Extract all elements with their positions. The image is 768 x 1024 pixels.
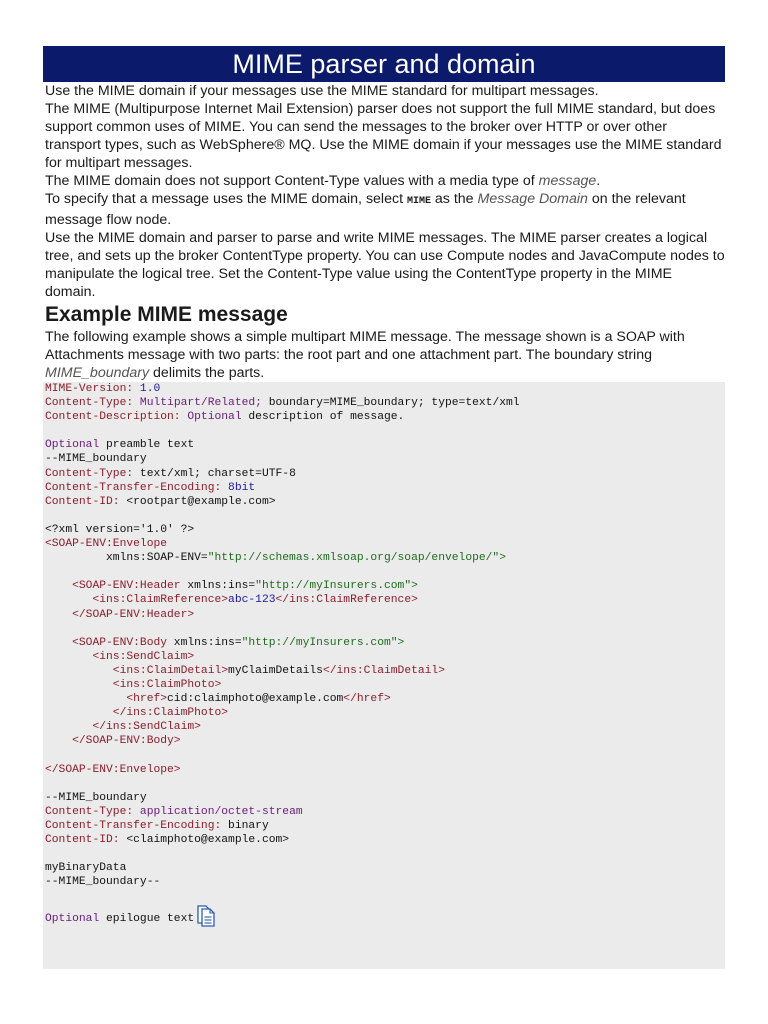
code-token: </href>	[343, 693, 391, 706]
code-token: xmlns:ins=	[167, 636, 242, 649]
code-token: Content-Transfer-Encoding:	[45, 819, 222, 832]
page-title: MIME parser and domain	[43, 46, 725, 82]
code-token: application/octet-stream	[133, 805, 303, 818]
code-token: </ins:ClaimReference>	[275, 594, 418, 607]
code-listing	[45, 382, 725, 933]
code-token: </SOAP-ENV:Body>	[45, 735, 181, 748]
code-token: <SOAP-ENV:Body	[45, 636, 168, 649]
text: as the	[430, 191, 478, 207]
emphasis-message: message	[538, 173, 597, 189]
document	[43, 46, 725, 969]
emphasis-message-domain: Message Domain	[477, 191, 588, 207]
code-token: "http://schemas.xmlsoap.org/soap/envelope/">	[207, 552, 506, 565]
code-token: cid:claimphoto@example.com	[167, 693, 344, 706]
code-token: Content-Type:	[45, 397, 134, 410]
text: The following example shows a simple multipart MIME message. The message shown is a SOAP with Attachments message with two parts: the root part and one attachment part. The boundary string	[45, 329, 685, 363]
code-token: --MIME_boundary	[45, 453, 147, 466]
paragraph-content-type	[43, 172, 725, 190]
code-token: MIME-Version:	[45, 383, 134, 395]
code-token: Multipart/Related;	[133, 397, 262, 410]
code-token: </ins:ClaimPhoto>	[45, 707, 229, 720]
text: delimits the parts.	[149, 365, 265, 381]
text: To specify that a message uses the MIME domain, select	[45, 191, 407, 207]
code-token: <ins:ClaimPhoto>	[45, 678, 222, 691]
code-token: <ins:SendClaim>	[45, 650, 195, 663]
code-token: Content-Type:	[45, 805, 134, 818]
code-token: xmlns:SOAP-ENV=	[45, 552, 208, 565]
document-copy-icon[interactable]	[196, 903, 216, 932]
code-token: <href>	[45, 693, 168, 706]
section-heading: Example MIME message	[45, 303, 288, 326]
code-token: <SOAP-ENV:Header	[45, 580, 181, 593]
code-token: </ins:ClaimDetail>	[322, 664, 445, 677]
code-token: </SOAP-ENV:Envelope>	[45, 763, 181, 776]
code-token: <ins:ClaimReference>	[45, 594, 229, 607]
code-token: epilogue text	[99, 913, 195, 926]
text: .	[596, 173, 601, 189]
code-token: Optional	[45, 913, 100, 926]
code-mime: MIME	[406, 196, 431, 207]
code-token: --MIME_boundary	[45, 791, 147, 804]
code-token: Content-Transfer-Encoding:	[45, 481, 222, 494]
code-token: <claimphoto@example.com>	[119, 834, 290, 846]
code-token: binary	[221, 819, 269, 832]
text: on the relevant message flow node.	[45, 191, 686, 228]
code-token: abc-123	[228, 594, 276, 607]
paragraph-intro: Use the MIME domain if your messages use the MIME standard for multipart messages.	[45, 83, 599, 99]
code-token: Content-ID:	[45, 495, 120, 508]
paragraph-example-intro	[43, 328, 725, 382]
code-token: Content-ID:	[45, 834, 120, 846]
code-token: Optional	[45, 439, 100, 452]
code-token: </ins:SendClaim>	[45, 721, 201, 734]
paragraph-parse-write: Use the MIME domain and parser to parse and write MIME messages. The MIME parser creates a logical tree, and sets up the broker ContentType property. You can use Compute nodes and JavaCompute nodes to manipulate the logical tree. Set the Content-Type value using the ContentType property in the MIME domain.	[45, 230, 725, 300]
code-token: boundary=MIME_boundary; type=text/xml	[261, 397, 520, 410]
code-token: 1.0	[133, 383, 161, 395]
code-token: myClaimDetails	[228, 664, 323, 677]
code-token: </SOAP-ENV:Header>	[45, 608, 195, 621]
code-token: preamble text	[99, 439, 195, 452]
code-token: myBinaryData	[45, 862, 127, 875]
code-token: <?xml version='1.0' ?>	[45, 523, 195, 536]
code-token: <ins:ClaimDetail>	[45, 664, 229, 677]
code-token: Content-Description:	[45, 411, 181, 424]
code-token: "http://myInsurers.com">	[241, 636, 405, 649]
code-token: description of message.	[241, 411, 405, 424]
code-token: text/xml; charset=UTF-8	[133, 467, 296, 480]
code-token: Optional	[180, 411, 242, 424]
code-token: "http://myInsurers.com">	[255, 580, 418, 593]
paragraph-parser-support: The MIME (Multipurpose Internet Mail Extension) parser does not support the full MIME standard, but does support common uses of MIME. You can send the messages to the broker over HTTP or over other transport types, such as WebSphere® MQ. Use the MIME domain if your messages use the MIME standard for multipart messages.	[45, 101, 722, 171]
code-token: Content-Type:	[45, 467, 134, 480]
code-token: 8bit	[221, 481, 256, 494]
code-token: --MIME_boundary--	[45, 876, 161, 889]
code-example	[43, 382, 725, 969]
code-token: <rootpart@example.com>	[119, 495, 276, 508]
code-token: xmlns:ins=	[180, 580, 256, 593]
emphasis-boundary: MIME_boundary	[45, 365, 150, 381]
code-token: <SOAP-ENV:Envelope	[45, 538, 168, 551]
text: The MIME domain does not support Content-Type values with a media type of	[45, 173, 539, 189]
paragraph-specify-domain	[43, 190, 725, 229]
